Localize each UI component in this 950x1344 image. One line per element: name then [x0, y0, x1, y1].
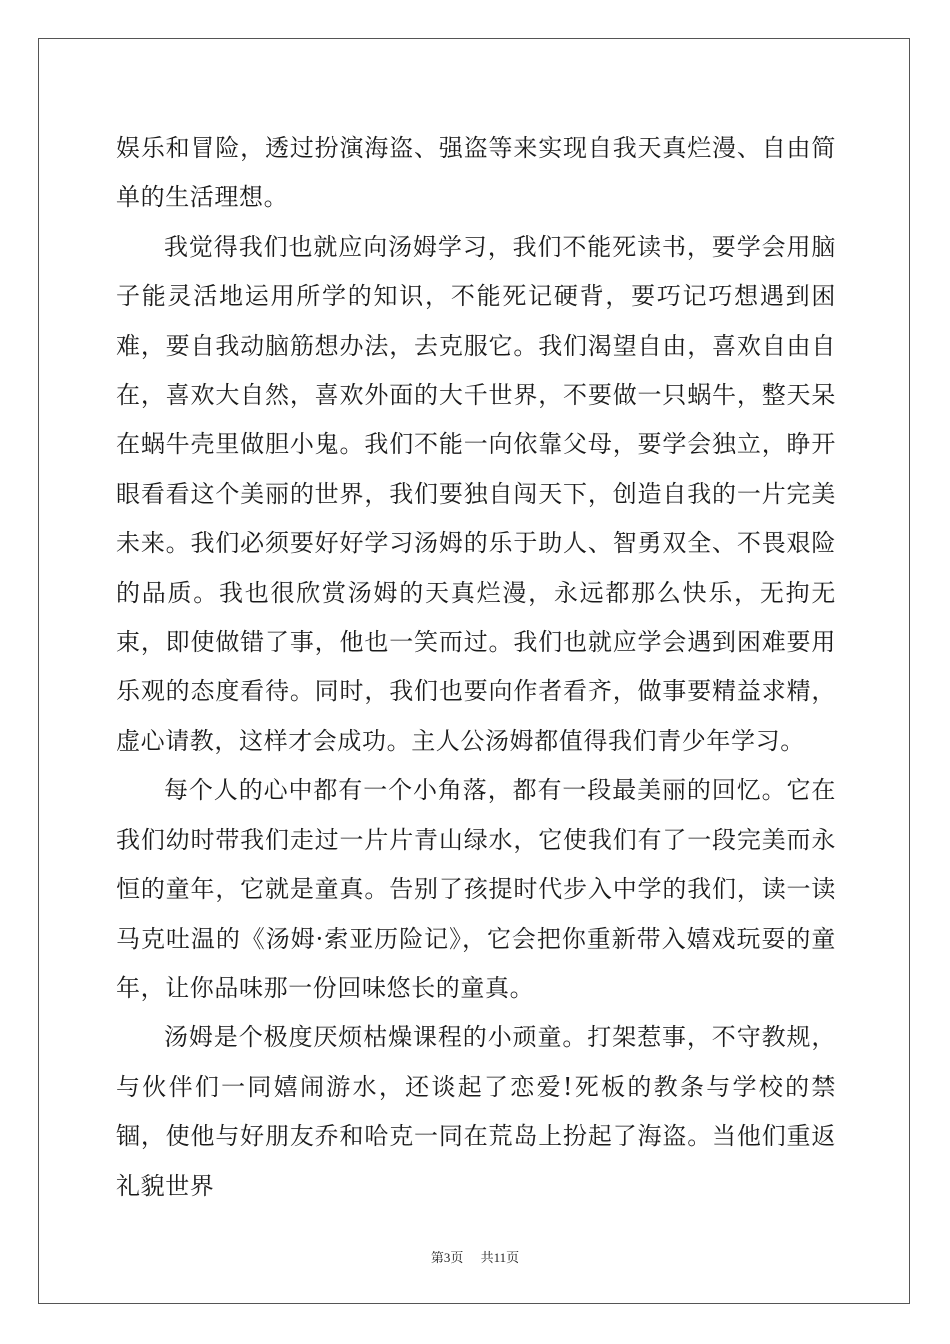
total-page-count: 共11页 [480, 1250, 520, 1265]
page-footer [0, 1247, 950, 1266]
paragraph: 汤姆是个极度厌烦枯燥课程的小顽童。打架惹事，不守教规，与伙伴们一同嬉闹游水，还谈起了恋爱!死板的教条与学校的禁锢，使他与好朋友乔和哈克一同在荒岛上扮起了海盗。当他们重返礼貌世界 [116, 1023, 836, 1200]
paragraph: 每个人的心中都有一个小角落，都有一段最美丽的回忆。它在我们幼时带我们走过一片片青山绿水，它使我们有了一段完美而永恒的童年，它就是童真。告别了孩提时代步入中学的我们，读一读马克吐温的《汤姆·索亚历险记》，它会把你重新带入嬉戏玩耍的童年，让你品味那一份回味悠长的童真。 [116, 776, 836, 1002]
document-body [116, 124, 836, 1211]
current-page-number: 第3页 [430, 1250, 464, 1265]
paragraph: 我觉得我们也就应向汤姆学习，我们不能死读书，要学会用脑子能灵活地运用所学的知识，不能死记硬背，要巧记巧想遇到困难，要自我动脑筋想办法，去克服它。我们渴望自由，喜欢自由自在，喜欢大自然，喜欢外面的大千世界，不要做一只蜗牛，整天呆在蜗牛壳里做胆小鬼。我们不能一向依靠父母，要学会独立，睁开眼看看这个美丽的世界，我们要独自闯天下，创造自我的一片完美未来。我们必须要好好学习汤姆的乐于助人、智勇双全、不畏艰险的品质。我也很欣赏汤姆的天真烂漫，永远都那么快乐，无拘无束，即使做错了事，他也一笑而过。我们也就应学会遇到困难要用乐观的态度看待。同时，我们也要向作者看齐，做事要精益求精，虚心请教，这样才会成功。主人公汤姆都值得我们青少年学习。 [116, 232, 836, 755]
paragraph-continuation: 娱乐和冒险，透过扮演海盗、强盗等来实现自我天真烂漫、自由简单的生活理想。 [116, 134, 836, 212]
